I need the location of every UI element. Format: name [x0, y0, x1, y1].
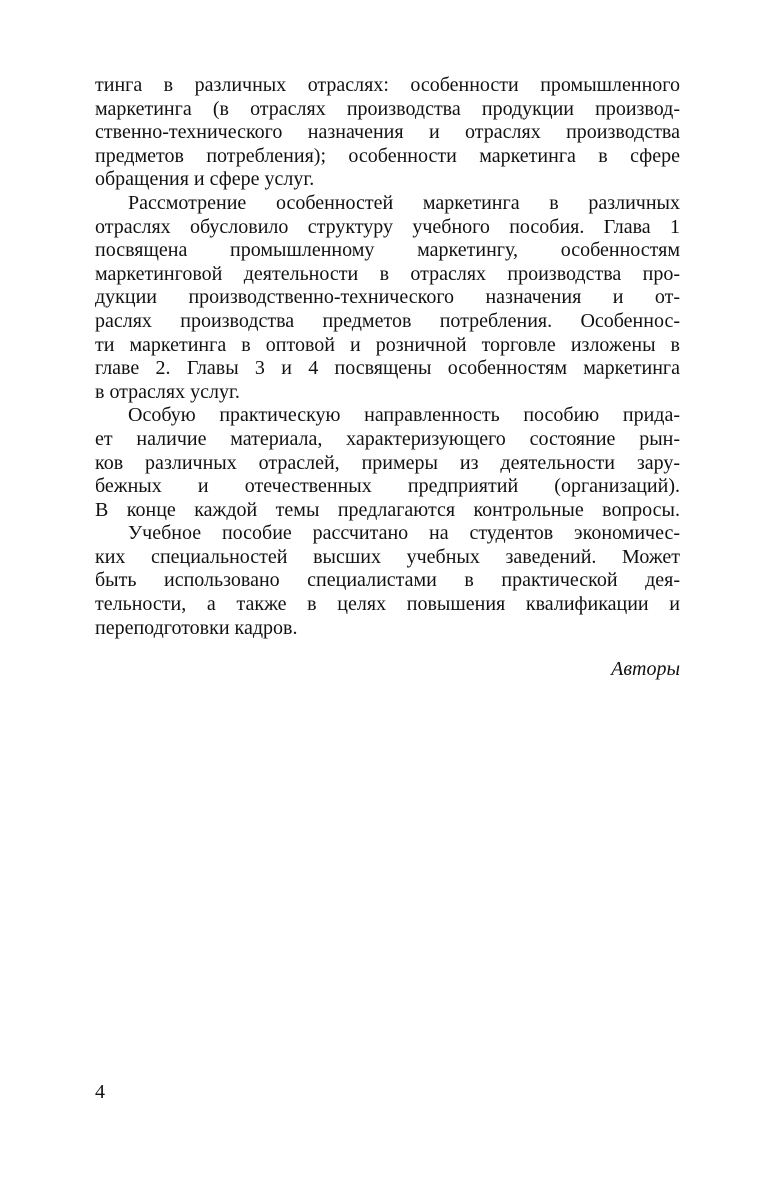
text-line: предметов потребления); особенности маркетинга в сфере [95, 144, 680, 167]
paragraph [95, 522, 680, 640]
text-line: тинга в различных отраслях: особенности промышленного [95, 74, 680, 96]
text-line: посвящена промышленному маркетингу, особенностям [95, 239, 680, 262]
text-line: раслях производства предметов потребления. Особеннос- [95, 309, 680, 332]
text-line: быть использовано специалистами в практической дея- [95, 569, 680, 592]
text-line: ственно-технического назначения и отраслях производства [95, 121, 680, 144]
text-line: В конце каждой темы предлагаются контрольные вопросы. [95, 498, 680, 521]
text-line: главе 2. Главы 3 и 4 посвящены особенностям маркетинга [95, 357, 680, 380]
paragraph [95, 404, 680, 522]
authors-signature: Авторы [611, 658, 680, 680]
text-line: дукции производственно-технического назначения и от- [95, 286, 680, 309]
page-number: 4 [95, 1081, 105, 1103]
text-line: ких специальностей высших учебных заведений. Может [95, 545, 680, 568]
text-line: бежных и отечественных предприятий (организаций). [95, 475, 680, 498]
text-line: ков различных отраслей, примеры из деятельности зару- [95, 451, 680, 474]
text-line: тельности, а также в целях повышения квалификации и [95, 593, 680, 616]
text-line: в отраслях услуг. [95, 380, 240, 403]
body-text [95, 74, 680, 640]
text-line: переподготовки кадров. [95, 616, 298, 639]
text-line: ет наличие материала, характеризующего состояние рын- [95, 427, 680, 450]
text-line: Учебное пособие рассчитано на студентов экономичес- [128, 522, 680, 545]
text-line: маркетинга (в отраслях производства продукции производ- [95, 97, 680, 120]
paragraph [95, 192, 680, 404]
text-line: отраслях обусловило структуру учебного пособия. Глава 1 [95, 215, 680, 238]
text-line: Рассмотрение особенностей маркетинга в различных [128, 191, 680, 214]
text-line: Особую практическую направленность пособию прида- [128, 404, 680, 427]
text-line: обращения и сфере услуг. [95, 168, 315, 191]
paragraph [95, 74, 680, 192]
text-line: ти маркетинга в оптовой и розничной торговле изложены в [95, 333, 680, 356]
text-line: маркетинговой деятельности в отраслях производства про- [95, 262, 680, 285]
